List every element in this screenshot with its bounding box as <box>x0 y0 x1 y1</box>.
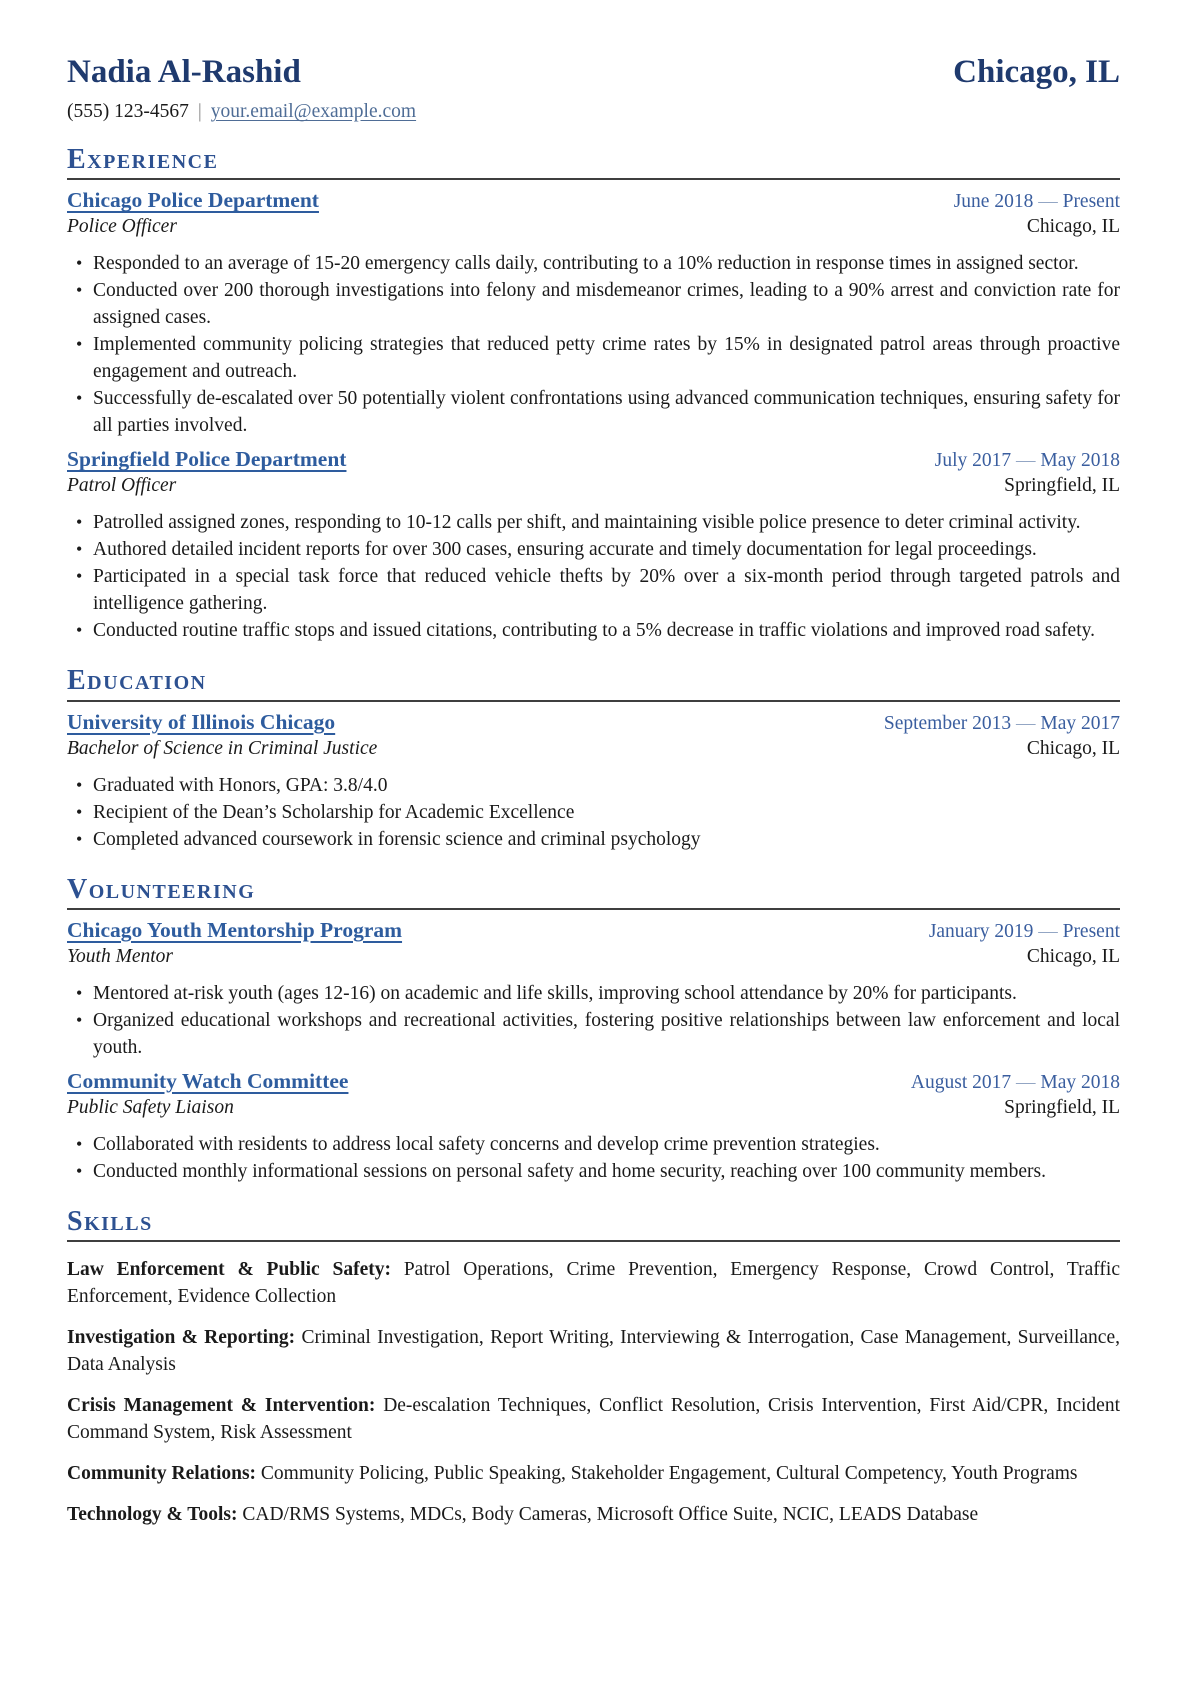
bullet-item: • Recipient of the Dean’s Scholarship for Academic Excellence <box>67 799 1120 826</box>
resume-section <box>67 144 1120 644</box>
entry-subheader-row <box>67 475 1120 497</box>
resume-section <box>67 665 1120 852</box>
resume-header <box>67 54 1120 123</box>
role-title: Police Officer <box>67 216 177 238</box>
section-entries <box>67 710 1120 853</box>
resume-entry <box>67 710 1120 853</box>
section-entries <box>67 1256 1120 1528</box>
section-title: Volunteering <box>67 874 1120 910</box>
skill-category: Community Relations: <box>67 1463 257 1485</box>
entry-location: Chicago, IL <box>1026 945 1120 967</box>
bullet-list <box>67 772 1120 853</box>
entry-header-row <box>67 188 1120 213</box>
skill-line <box>67 1460 1120 1487</box>
skill-line <box>67 1324 1120 1378</box>
date-end: May 2018 <box>1040 1071 1120 1093</box>
date-start: September 2013 <box>883 712 1012 734</box>
section-entries <box>67 188 1120 644</box>
organization-link[interactable]: Springfield Police Department <box>67 447 347 472</box>
resume-section <box>67 1206 1120 1528</box>
bullet-list <box>67 509 1120 644</box>
role-title: Patrol Officer <box>67 475 177 497</box>
skill-line <box>67 1501 1120 1528</box>
bullet-item: • Mentored at-risk youth (ages 12-16) on academic and life skills, improving school attendance by 20% for participants. <box>67 980 1120 1007</box>
section-title: Experience <box>67 144 1120 180</box>
section-title: Education <box>67 665 1120 701</box>
date-start: January 2019 <box>928 920 1034 942</box>
contact-line <box>67 101 1120 123</box>
bullet-item: • Graduated with Honors, GPA: 3.8/4.0 <box>67 772 1120 799</box>
section-title: Skills <box>67 1206 1120 1242</box>
entry-location: Chicago, IL <box>1026 737 1120 759</box>
resume-body <box>67 144 1120 1528</box>
skill-line <box>67 1256 1120 1310</box>
skill-category: Crisis Management & Intervention: <box>67 1395 376 1417</box>
bullet-item: • Conducted routine traffic stops and issued citations, contributing to a 5% decrease in traffic violations and improved road safety. <box>67 617 1120 644</box>
bullet-item: • Successfully de-escalated over 50 potentially violent confrontations using advanced communication techniques, ensuring safety for all parties involved. <box>67 385 1120 439</box>
skill-items: Criminal Investigation, Report Writing, Interviewing & Interrogation, Case Management, Surveillance, Data Analysis <box>67 1327 1120 1376</box>
bullet-item: • Authored detailed incident reports for over 300 cases, ensuring accurate and timely documentation for legal proceedings. <box>67 536 1120 563</box>
entry-header-row <box>67 918 1120 943</box>
date-range <box>935 450 1120 472</box>
entry-header-row <box>67 1069 1120 1094</box>
date-dash: — <box>1016 1071 1036 1093</box>
entry-subheader-row <box>67 946 1120 968</box>
date-dash: — <box>1016 450 1036 472</box>
resume-entry <box>67 918 1120 1061</box>
organization-link[interactable]: Community Watch Committee <box>67 1068 349 1093</box>
bullet-item: • Participated in a special task force that reduced vehicle thefts by 20% over a six-month period through targeted patrols and intelligence gathering. <box>67 563 1120 617</box>
skill-line <box>67 1392 1120 1446</box>
date-start: July 2017 <box>934 450 1012 472</box>
person-name: Nadia Al-Rashid <box>67 54 301 90</box>
resume-entry <box>67 1069 1120 1185</box>
date-end: Present <box>1062 920 1120 942</box>
date-end: May 2018 <box>1040 450 1120 472</box>
skill-items: De-escalation Techniques, Conflict Resolution, Crisis Intervention, First Aid/CPR, Incident Command System, Risk Assessment <box>67 1395 1120 1444</box>
entry-header-row <box>67 710 1120 735</box>
entry-location: Springfield, IL <box>1004 475 1120 497</box>
entry-location: Chicago, IL <box>1026 216 1120 238</box>
bullet-item: • Responded to an average of 15-20 emergency calls daily, contributing to a 10% reduction in response times in assigned sector. <box>67 250 1120 277</box>
name-row <box>67 54 1120 90</box>
bullet-item: • Implemented community policing strategies that reduced petty crime rates by 15% in designated patrol areas through proactive engagement and outreach. <box>67 331 1120 385</box>
role-title: Public Safety Liaison <box>67 1096 234 1118</box>
person-location: Chicago, IL <box>953 54 1120 90</box>
date-range <box>911 1072 1120 1094</box>
bullet-item: • Completed advanced coursework in forensic science and criminal psychology <box>67 826 1120 853</box>
bullet-item: • Patrolled assigned zones, responding to 10-12 calls per shift, and maintaining visible police presence to deter criminal activity. <box>67 509 1120 536</box>
phone-number: (555) 123-4567 <box>67 101 189 123</box>
bullet-item: • Conducted monthly informational sessions on personal safety and home security, reaching over 100 community members. <box>67 1158 1120 1185</box>
date-dash: — <box>1038 191 1058 213</box>
date-range <box>954 191 1120 213</box>
skill-category: Technology & Tools: <box>67 1504 238 1526</box>
skill-category: Investigation & Reporting: <box>67 1327 296 1349</box>
resume-entry <box>67 188 1120 439</box>
bullet-list <box>67 1131 1120 1185</box>
organization-link[interactable]: Chicago Police Department <box>67 188 319 213</box>
date-end: May 2017 <box>1040 712 1120 734</box>
role-title: Bachelor of Science in Criminal Justice <box>67 737 378 759</box>
resume-entry <box>67 447 1120 644</box>
date-start: August 2017 <box>910 1071 1012 1093</box>
skill-items: CAD/RMS Systems, MDCs, Body Cameras, Microsoft Office Suite, NCIC, LEADS Database <box>242 1504 979 1526</box>
skill-category: Law Enforcement & Public Safety: <box>67 1259 391 1281</box>
section-entries <box>67 918 1120 1185</box>
entry-subheader-row <box>67 216 1120 238</box>
date-dash: — <box>1038 920 1058 942</box>
bullet-item: • Conducted over 200 thorough investigations into felony and misdemeanor crimes, leading to a 90% arrest and conviction rate for assigned cases. <box>67 277 1120 331</box>
date-range <box>884 713 1120 735</box>
skill-items: Community Policing, Public Speaking, Stakeholder Engagement, Cultural Competency, Youth Programs <box>260 1463 1078 1485</box>
entry-subheader-row <box>67 738 1120 760</box>
organization-link[interactable]: Chicago Youth Mentorship Program <box>67 917 403 942</box>
email-link[interactable]: your.email@example.com <box>210 101 417 123</box>
bullet-list <box>67 250 1120 439</box>
date-range <box>929 921 1120 943</box>
bullet-item: • Collaborated with residents to address local safety concerns and develop crime prevention strategies. <box>67 1131 1120 1158</box>
entry-header-row <box>67 447 1120 472</box>
entry-location: Springfield, IL <box>1004 1096 1120 1118</box>
organization-link[interactable]: University of Illinois Chicago <box>67 709 336 734</box>
bullet-list <box>67 980 1120 1061</box>
bullet-item: • Organized educational workshops and recreational activities, fostering positive relationships between law enforcement and local youth. <box>67 1007 1120 1061</box>
contact-separator: | <box>197 101 202 123</box>
entry-subheader-row <box>67 1097 1120 1119</box>
date-start: June 2018 <box>953 191 1034 213</box>
date-dash: — <box>1016 712 1036 734</box>
skill-items: Patrol Operations, Crime Prevention, Emergency Response, Crowd Control, Traffic Enforcement, Evidence Collection <box>67 1259 1120 1308</box>
date-end: Present <box>1062 191 1120 213</box>
role-title: Youth Mentor <box>67 945 174 967</box>
resume-section <box>67 874 1120 1185</box>
